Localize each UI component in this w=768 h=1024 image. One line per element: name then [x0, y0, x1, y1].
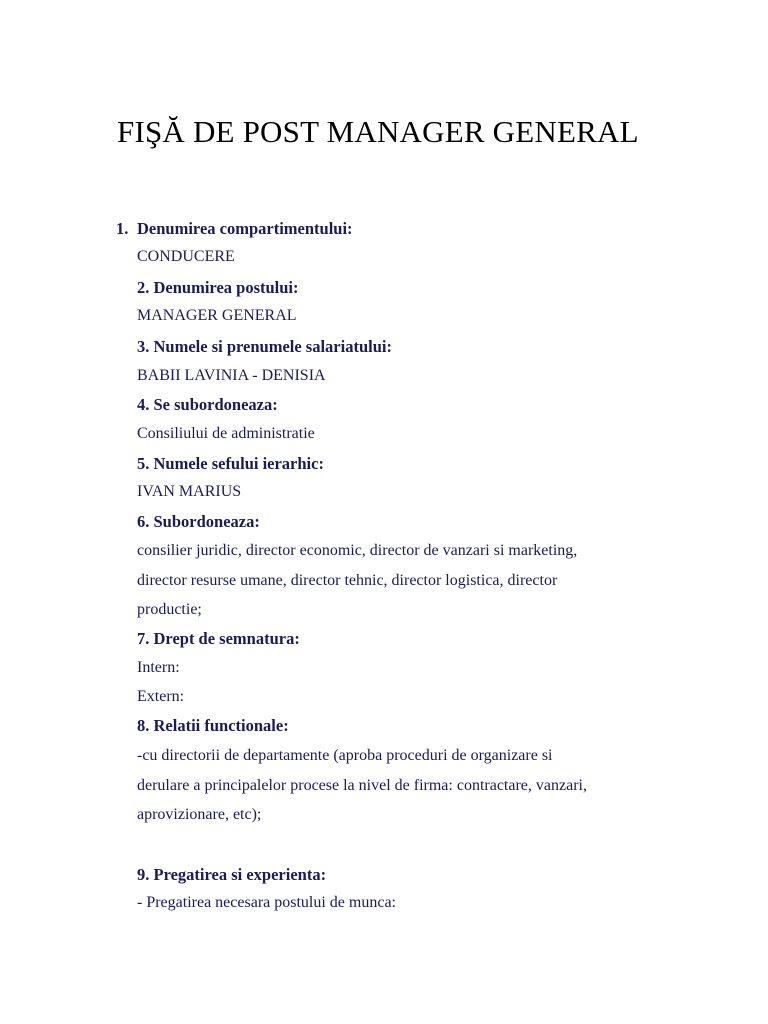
section-text: aprovizionare, etc);	[137, 806, 262, 823]
page-title: FIŞĂ DE POST MANAGER GENERAL	[117, 114, 639, 149]
section-heading: 3. Numele si prenumele salariatului:	[137, 337, 392, 356]
section-text: BABII LAVINIA - DENISIA	[137, 367, 326, 384]
section-heading: 6. Subordoneaza:	[137, 512, 260, 531]
section-text: -cu directorii de departamente (aproba proceduri de organizare si	[137, 747, 553, 764]
section-text: Extern:	[137, 688, 185, 705]
section-text: director resurse umane, director tehnic, director logistica, director	[137, 572, 558, 589]
section-text: productie;	[137, 601, 202, 618]
section-text: Consiliului de administratie	[137, 425, 315, 442]
section-heading: 5. Numele sefului ierarhic:	[137, 454, 324, 473]
section-heading: 9. Pregatirea si experienta:	[137, 865, 327, 884]
section-text: - Pregatirea necesara postului de munca:	[137, 894, 396, 911]
section-text: MANAGER GENERAL	[137, 307, 297, 324]
section-text: CONDUCERE	[137, 248, 235, 265]
section-heading: Denumirea compartimentului:	[137, 219, 353, 238]
section-heading: 8. Relatii functionale:	[137, 716, 289, 735]
section-text: consilier juridic, director economic, director de vanzari si marketing,	[137, 542, 578, 559]
list-number: 1.	[116, 219, 129, 238]
section-text: IVAN MARIUS	[137, 483, 242, 500]
section-heading: 4. Se subordoneaza:	[137, 395, 278, 414]
section-text: Intern:	[137, 659, 180, 676]
section-heading: 2. Denumirea postului:	[137, 278, 299, 297]
section-heading: 7. Drept de semnatura:	[137, 629, 300, 648]
section-text: derulare a principalelor procese la nivel de firma: contractare, vanzari,	[137, 777, 587, 794]
